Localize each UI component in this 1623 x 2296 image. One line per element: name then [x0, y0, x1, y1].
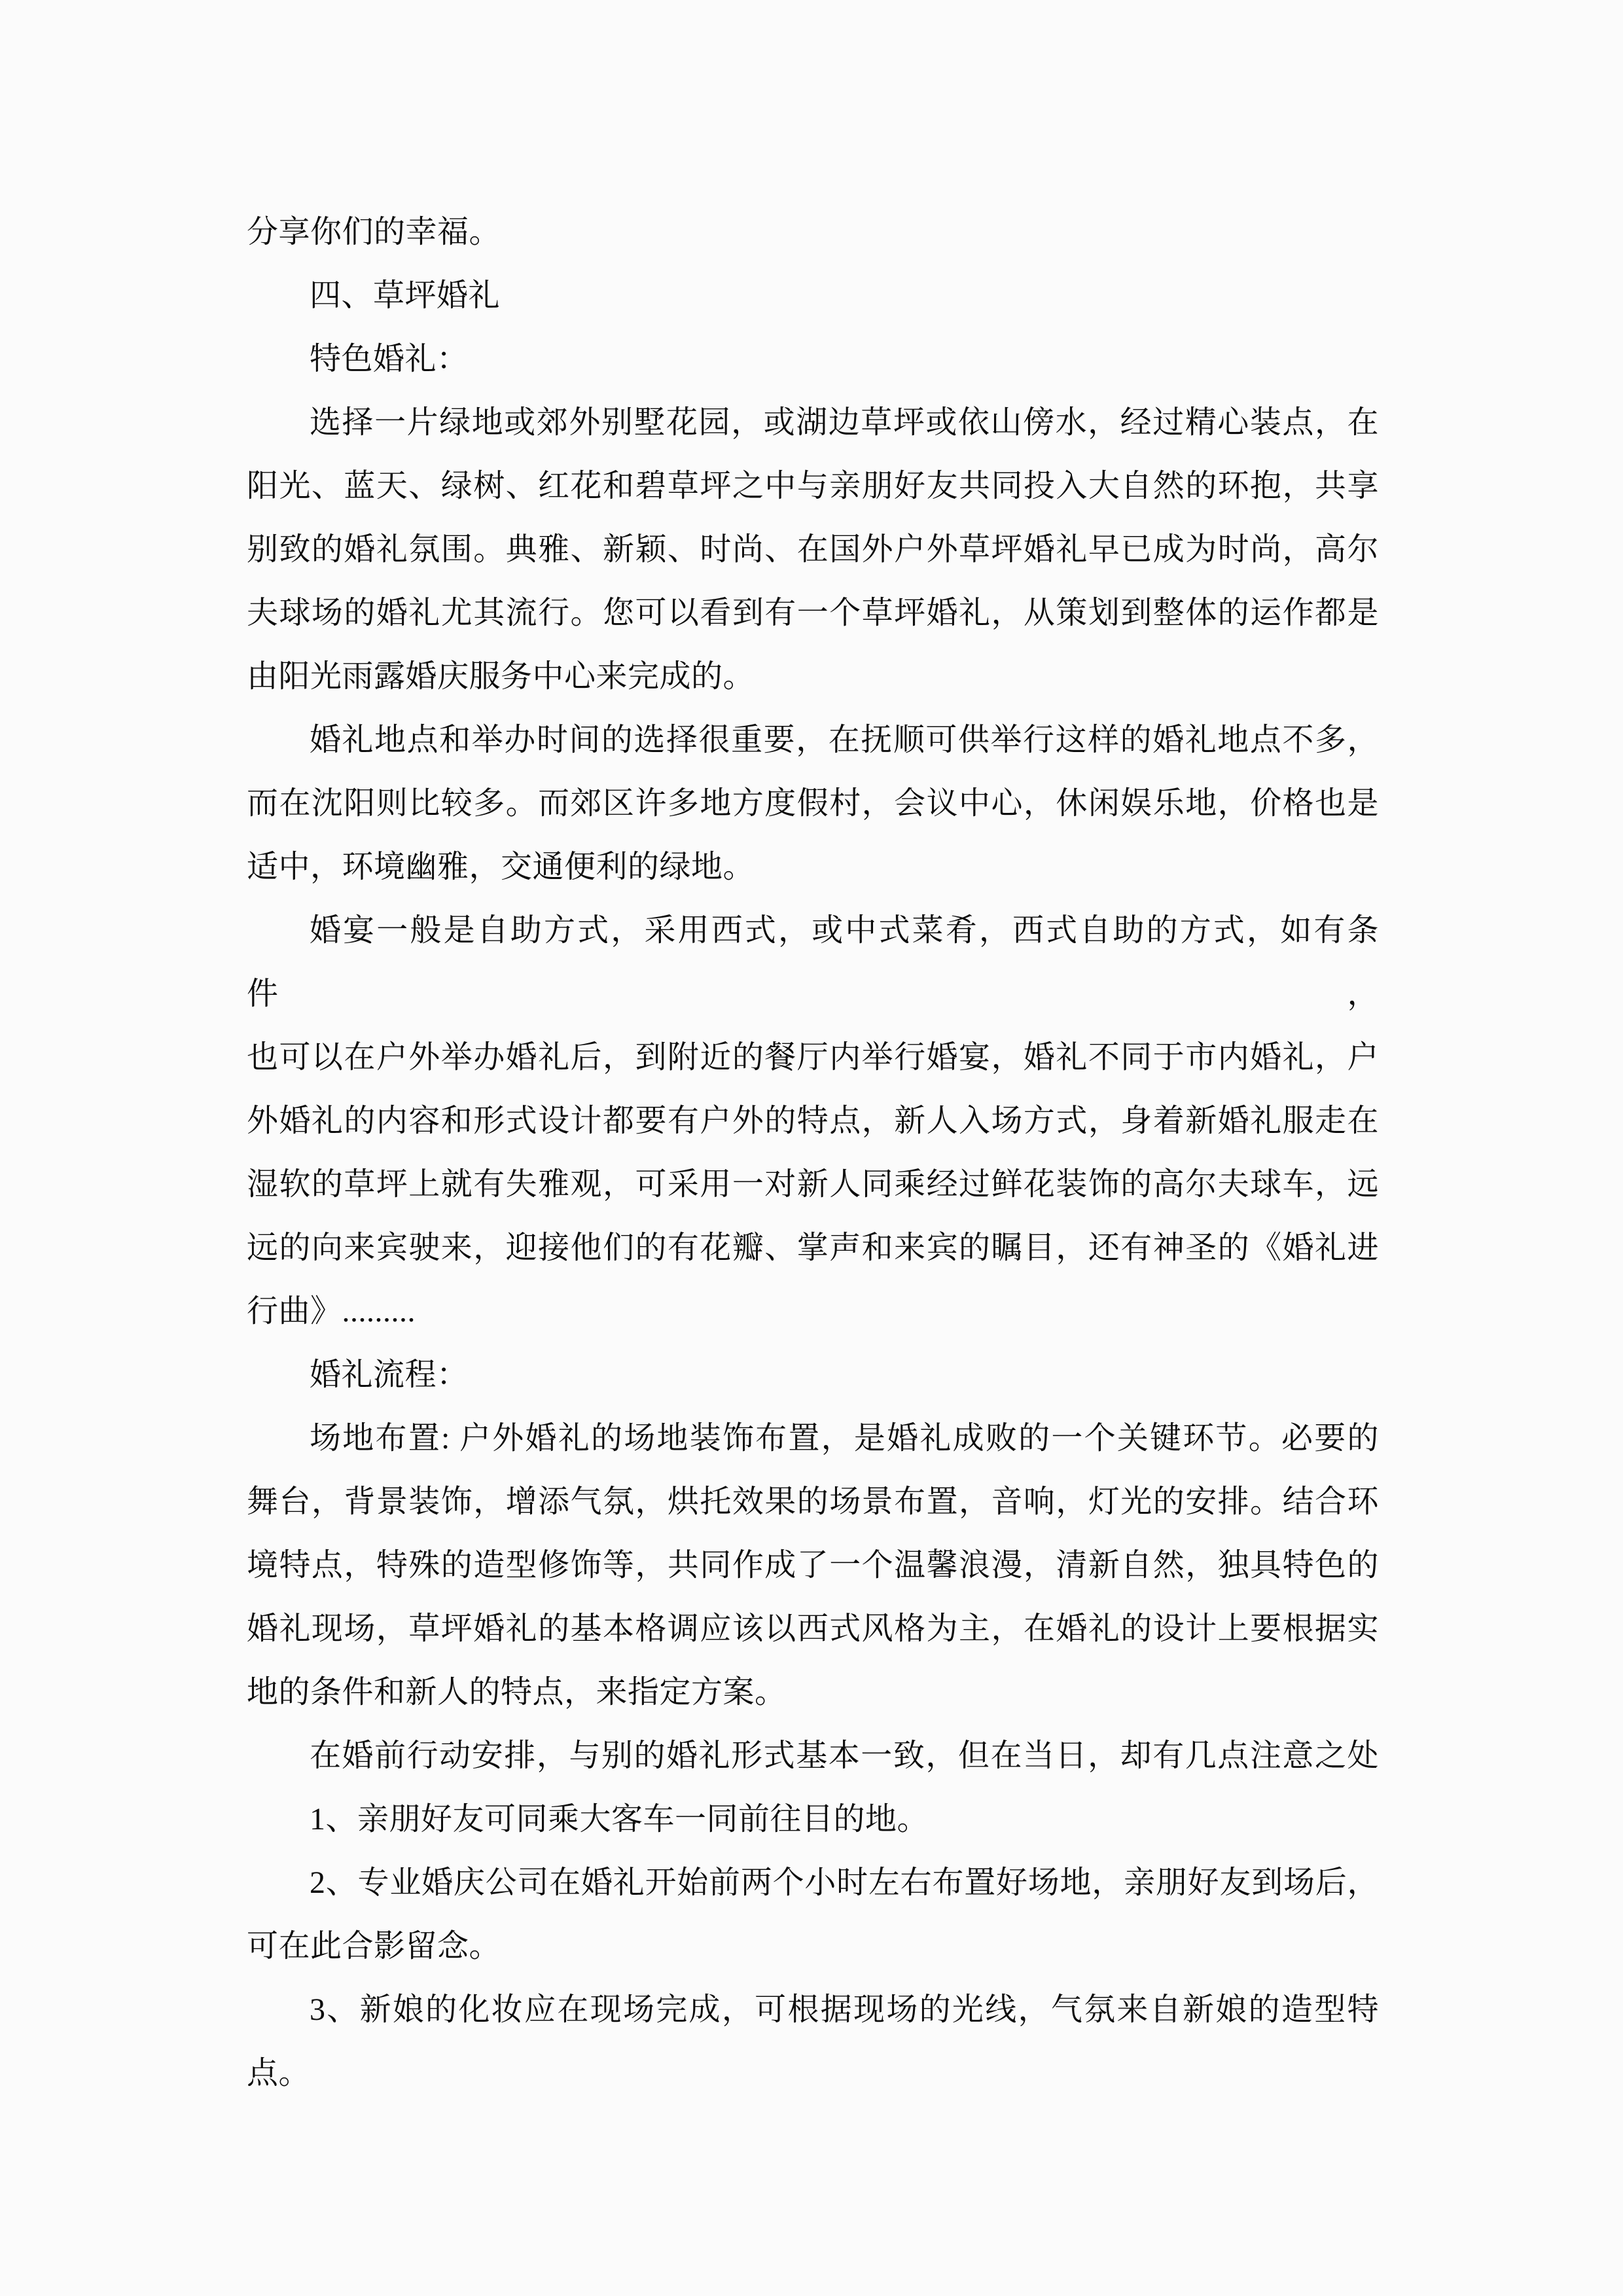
text-line: 婚礼流程： [310, 1357, 469, 1392]
text-line: 四、草坪婚礼 [310, 278, 501, 313]
text-line: 湿软的草坪上就有失雅观，可采用一对新人同乘经过鲜花装饰的高尔夫球车，远 [247, 1167, 1379, 1202]
text-line: 行曲》......... [247, 1294, 416, 1329]
text-line: 外婚礼的内容和形式设计都要有户外的特点，新人入场方式，身着新婚礼服走在 [247, 1103, 1379, 1138]
text-line: 婚宴一般是自助方式，采用西式，或中式菜肴，西式自助的方式，如有条件， [247, 913, 1379, 1011]
text-line: 2、专业婚庆公司在婚礼开始前两个小时左右布置好场地，亲朋好友到场后， [310, 1865, 1379, 1900]
text-line: 也可以在户外举办婚礼后，到附近的餐厅内举行婚宴，婚礼不同于市内婚礼，户 [247, 1040, 1379, 1075]
text-line: 婚礼地点和举办时间的选择很重要，在抚顺可供举行这样的婚礼地点不多， [310, 723, 1379, 757]
text-line: 远的向来宾驶来，迎接他们的有花瓣、掌声和来宾的瞩目，还有神圣的《婚礼进 [247, 1230, 1379, 1265]
text-line: 由阳光雨露婚庆服务中心来完成的。 [247, 659, 755, 694]
text-line: 别致的婚礼氛围。典雅、新颖、时尚、在国外户外草坪婚礼早已成为时尚，高尔 [247, 532, 1379, 567]
text-line: 地的条件和新人的特点，来指定方案。 [247, 1675, 787, 1710]
text-line: 婚礼现场，草坪婚礼的基本格调应该以西式风格为主，在婚礼的设计上要根据实 [247, 1611, 1379, 1646]
text-line: 3、新娘的化妆应在现场完成，可根据现场的光线，气氛来自新娘的造型特 [310, 1992, 1379, 2027]
text-line: 境特点，特殊的造型修饰等，共同作成了一个温馨浪漫，清新自然，独具特色的 [247, 1548, 1379, 1583]
text-line: 选择一片绿地或郊外别墅花园，或湖边草坪或依山傍水，经过精心装点，在 [310, 405, 1379, 440]
document-body [247, 200, 1379, 2105]
text-line: 舞台，背景装饰，增添气氛，烘托效果的场景布置，音响，灯光的安排。结合环 [247, 1484, 1379, 1519]
text-line: 夫球场的婚礼尤其流行。您可以看到有一个草坪婚礼，从策划到整体的运作都是 [247, 596, 1379, 630]
text-line: 特色婚礼： [310, 342, 469, 376]
text-line: 点。 [247, 2056, 311, 2090]
text-line: 在婚前行动安排，与别的婚礼形式基本一致，但在当日，却有几点注意之处 [310, 1738, 1379, 1773]
text-line: 可在此合影留念。 [247, 1929, 501, 1964]
text-line: 阳光、蓝天、绿树、红花和碧草坪之中与亲朋好友共同投入大自然的环抱，共享 [247, 469, 1379, 503]
text-line: 适中，环境幽雅，交通便利的绿地。 [247, 850, 755, 884]
text-line: 而在沈阳则比较多。而郊区许多地方度假村，会议中心，休闲娱乐地，价格也是 [247, 786, 1379, 821]
text-line: 1、亲朋好友可同乘大客车一同前往目的地。 [310, 1802, 929, 1837]
text-line: 分享你们的幸福。 [247, 215, 501, 249]
text-line: 场地布置: 户外婚礼的场地装饰布置，是婚礼成败的一个关键环节。必要的 [310, 1421, 1379, 1456]
